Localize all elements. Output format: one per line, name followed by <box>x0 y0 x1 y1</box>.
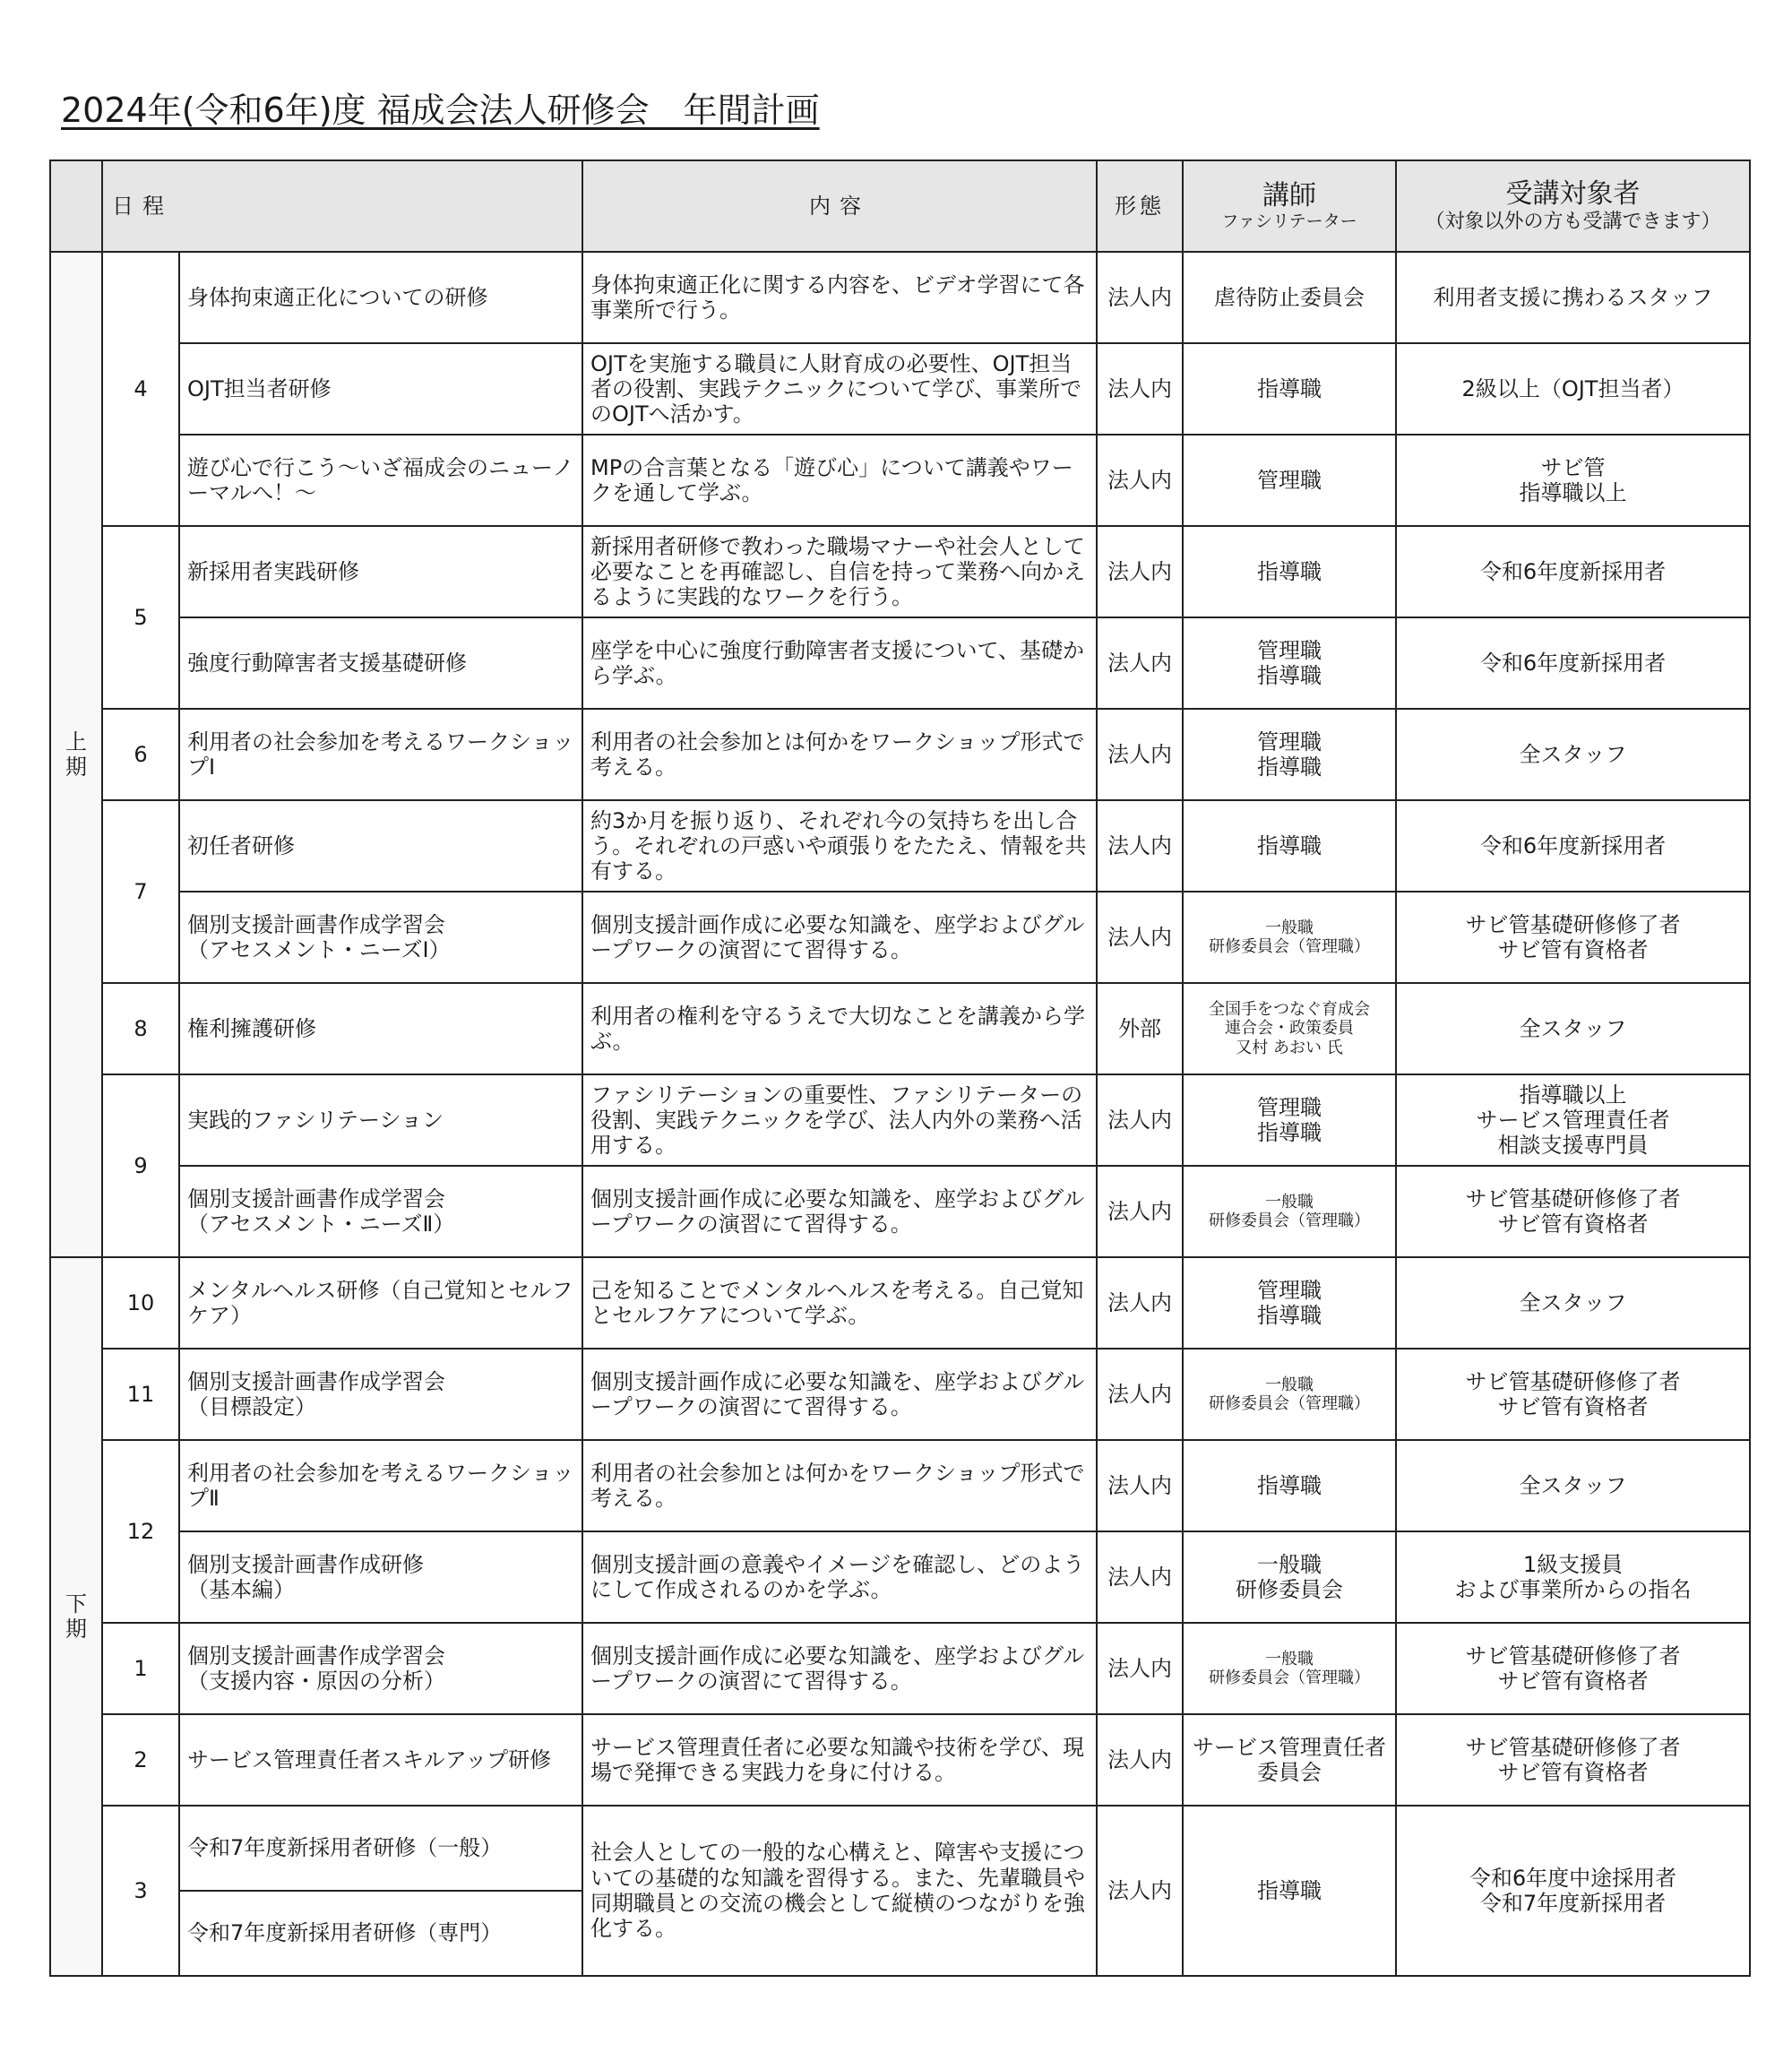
month-cell: 2 <box>102 1714 179 1806</box>
training-target: サビ管基礎研修修了者 サビ管有資格者 <box>1465 1734 1681 1785</box>
training-form: 法人内 <box>1097 343 1183 435</box>
training-lecturer: 一般職 研修委員会 <box>1236 1551 1343 1602</box>
training-form: 法人内 <box>1097 252 1183 343</box>
training-target: 令和6年度中途採用者 令和7年度新採用者 <box>1469 1865 1677 1916</box>
training-lecturer: 一般職 研修委員会（管理職） <box>1209 1192 1370 1230</box>
table-row <box>50 800 1750 892</box>
training-content: 己を知ることでメンタルヘルスを考える。自己覚知とセルフケアについて学ぶ。 <box>590 1277 1084 1328</box>
table-row <box>50 1349 1750 1440</box>
training-target: サビ管基礎研修修了者 サビ管有資格者 <box>1465 911 1681 962</box>
training-name: 強度行動障害者支援基礎研修 <box>187 650 467 676</box>
training-name: 個別支援計画書作成研修 （基本編） <box>187 1551 424 1602</box>
training-form: 法人内 <box>1097 1074 1183 1166</box>
table-row <box>50 1074 1750 1166</box>
training-form: 法人内 <box>1097 617 1183 709</box>
training-name: 身体拘束適正化についての研修 <box>187 284 488 310</box>
training-form: 法人内 <box>1097 526 1183 617</box>
training-content: 個別支援計画の意義やイメージを確認し、どのようにして作成されるのかを学ぶ。 <box>590 1551 1085 1602</box>
training-lecturer: 管理職 指導職 <box>1257 1094 1322 1145</box>
header-lecturer-main: 講師 <box>1262 180 1316 212</box>
training-content: 個別支援計画作成に必要な知識を、座学およびグループワークの演習にて習得する。 <box>590 1643 1085 1694</box>
training-lecturer: 一般職 研修委員会（管理職） <box>1209 1649 1370 1687</box>
header-schedule: 日程 <box>102 160 582 252</box>
training-content: ファシリテーションの重要性、ファシリテーターの役割、実践テクニックを学び、法人内外の業務へ活用する。 <box>590 1082 1083 1159</box>
month-cell: 10 <box>102 1257 179 1349</box>
training-form: 法人内 <box>1097 1440 1183 1531</box>
training-target: 全スタッフ <box>1519 1472 1627 1498</box>
table-row <box>50 1714 1750 1806</box>
training-target: 指導職以上 サービス管理責任者 相談支援専門員 <box>1476 1082 1670 1159</box>
training-content: 利用者の社会参加とは何かをワークショップ形式で考える。 <box>590 729 1085 780</box>
training-lecturer: 指導職 <box>1257 1877 1322 1903</box>
training-form: 法人内 <box>1097 1166 1183 1257</box>
table-row <box>50 435 1750 526</box>
training-form: 法人内 <box>1097 1714 1183 1806</box>
training-name: メンタルヘルス研修（自己覚知とセルフケア） <box>187 1277 573 1328</box>
training-name: 個別支援計画書作成学習会 （支援内容・原因の分析） <box>187 1643 445 1694</box>
training-lecturer: サービス管理責任者 委員会 <box>1193 1734 1386 1785</box>
training-form: 法人内 <box>1097 709 1183 800</box>
training-lecturer: 指導職 <box>1257 1472 1322 1498</box>
training-form: 法人内 <box>1097 1531 1183 1623</box>
month-cell: 4 <box>102 252 179 526</box>
training-name: 令和7年度新採用者研修（一般） <box>187 1835 503 1861</box>
table-row <box>50 709 1750 800</box>
annual-plan-table <box>49 160 1751 1977</box>
month-cell: 8 <box>102 983 179 1074</box>
table-row <box>50 1257 1750 1349</box>
training-lecturer: 一般職 研修委員会（管理職） <box>1209 918 1370 956</box>
training-content: 約3か月を振り返り、それぞれ今の気持ちを出し合う。それぞれの戸惑いや頑張りをたたえ、情報を共有する。 <box>590 807 1087 884</box>
training-name: サービス管理責任者スキルアップ研修 <box>187 1746 552 1772</box>
header-form: 形態 <box>1097 160 1183 252</box>
header-lecturer <box>1183 160 1396 252</box>
table-row <box>50 526 1750 617</box>
header-lecturer-sub: ファシリテーター <box>1221 211 1357 232</box>
page-title: 2024年(令和6年)度 福成会法人研修会 年間計画 <box>61 91 820 130</box>
training-name: 遊び心で行こう～いざ福成会のニューノーマルへ！～ <box>187 454 574 505</box>
training-lecturer: 全国手をつなぐ育成会 連合会・政策委員 又村 あおい 氏 <box>1209 1000 1370 1057</box>
training-name: OJT担当者研修 <box>187 375 332 401</box>
training-target: 1級支援員 および事業所からの指名 <box>1454 1551 1692 1602</box>
training-form: 法人内 <box>1097 435 1183 526</box>
training-content: 座学を中心に強度行動障害者支援について、基礎から学ぶ。 <box>590 637 1085 688</box>
training-name: 利用者の社会参加を考えるワークショップⅠ <box>187 729 574 780</box>
month-cell: 11 <box>102 1349 179 1440</box>
training-form: 法人内 <box>1097 1349 1183 1440</box>
training-form: 法人内 <box>1097 1257 1183 1349</box>
training-form: 法人内 <box>1097 1623 1183 1714</box>
training-form: 法人内 <box>1097 1806 1183 1976</box>
training-content: 個別支援計画作成に必要な知識を、座学およびグループワークの演習にて習得する。 <box>590 1186 1085 1237</box>
training-name: 令和7年度新採用者研修（専門） <box>187 1920 503 1946</box>
training-name: 個別支援計画書作成学習会 （目標設定） <box>187 1368 445 1419</box>
table-row <box>50 1440 1750 1531</box>
training-content: 身体拘束適正化に関する内容を、ビデオ学習にて各事業所で行う。 <box>590 272 1085 323</box>
training-content: 利用者の権利を守るうえで大切なことを講義から学ぶ。 <box>590 1003 1085 1054</box>
term-second-half: 下 期 <box>50 1257 102 1976</box>
header-target-main: 受講対象者 <box>1505 178 1641 211</box>
training-lecturer: 管理職 指導職 <box>1257 729 1322 780</box>
training-lecturer: 管理職 指導職 <box>1257 1277 1322 1328</box>
month-cell: 7 <box>102 800 179 983</box>
table-row <box>50 892 1750 983</box>
training-target: サビ管 指導職以上 <box>1519 454 1627 505</box>
header-target-sub: （対象以外の方も受講できます） <box>1425 210 1721 233</box>
training-lecturer: 指導職 <box>1257 558 1322 584</box>
month-cell: 5 <box>102 526 179 709</box>
training-target: 令和6年度新採用者 <box>1479 650 1667 676</box>
training-content: 個別支援計画作成に必要な知識を、座学およびグループワークの演習にて習得する。 <box>590 1368 1085 1419</box>
training-target: 令和6年度新採用者 <box>1479 558 1667 584</box>
training-lecturer: 一般職 研修委員会（管理職） <box>1209 1375 1370 1413</box>
training-name: 個別支援計画書作成学習会 （アセスメント・ニーズⅡ） <box>187 1186 455 1237</box>
training-target: 全スタッフ <box>1519 1289 1627 1315</box>
training-target: サビ管基礎研修修了者 サビ管有資格者 <box>1465 1186 1681 1237</box>
month-cell: 12 <box>102 1440 179 1623</box>
header-target <box>1396 160 1750 252</box>
month-cell: 1 <box>102 1623 179 1714</box>
training-name: 個別支援計画書作成学習会 （アセスメント・ニーズⅠ） <box>187 911 451 962</box>
training-target: 全スタッフ <box>1519 1015 1627 1041</box>
training-form: 法人内 <box>1097 892 1183 983</box>
training-lecturer: 虐待防止委員会 <box>1214 284 1365 310</box>
training-name: 権利擁護研修 <box>187 1015 316 1041</box>
training-target: 利用者支援に携わるスタッフ <box>1433 284 1713 310</box>
training-content: 新採用者研修で教わった職場マナーや社会人として必要なことを再確認し、自信を持って業務へ向かえるように実践的なワークを行う。 <box>590 533 1085 610</box>
month-cell: 9 <box>102 1074 179 1257</box>
training-name: 初任者研修 <box>187 832 295 858</box>
table-row <box>50 1806 1750 1891</box>
training-name: 実践的ファシリテーション <box>187 1107 444 1133</box>
training-content: 個別支援計画作成に必要な知識を、座学およびグループワークの演習にて習得する。 <box>590 911 1085 962</box>
month-cell: 6 <box>102 709 179 800</box>
training-target: 2級以上（OJT担当者） <box>1461 375 1684 401</box>
table-row <box>50 1166 1750 1257</box>
table-row <box>50 343 1750 435</box>
table-row <box>50 252 1750 343</box>
header-term-blank <box>50 160 102 252</box>
training-content: 社会人としての一般的な心構えと、障害や支援についての基礎的な知識を習得する。また、先輩職員や同期職員との交流の機会として縦横のつながりを強化する。 <box>590 1840 1085 1942</box>
training-form: 外部 <box>1097 983 1183 1074</box>
training-lecturer: 指導職 <box>1257 832 1322 858</box>
training-lecturer: 指導職 <box>1257 375 1322 401</box>
training-content: サービス管理責任者に必要な知識や技術を学び、現場で発揮できる実践力を身に付ける。 <box>590 1734 1085 1785</box>
training-target: 令和6年度新採用者 <box>1479 832 1667 858</box>
training-content: OJTを実施する職員に人財育成の必要性、OJT担当者の役割、実践テクニックについて学び、事業所でのOJTへ活かす。 <box>590 350 1082 427</box>
training-target: サビ管基礎研修修了者 サビ管有資格者 <box>1465 1368 1681 1419</box>
training-name: 利用者の社会参加を考えるワークショップⅡ <box>187 1460 574 1511</box>
training-lecturer: 管理職 <box>1257 467 1322 493</box>
training-lecturer: 管理職 指導職 <box>1257 637 1322 688</box>
header-row <box>50 160 1750 252</box>
training-content: MPの合言葉となる「遊び心」について講義やワークを通して学ぶ。 <box>590 454 1073 505</box>
term-first-half: 上 期 <box>50 252 102 1257</box>
training-form: 法人内 <box>1097 800 1183 892</box>
month-cell: 3 <box>102 1806 179 1976</box>
table-row <box>50 1623 1750 1714</box>
training-target: 全スタッフ <box>1519 741 1627 767</box>
header-content: 内容 <box>582 160 1097 252</box>
table-row <box>50 1531 1750 1623</box>
training-content: 利用者の社会参加とは何かをワークショップ形式で考える。 <box>590 1460 1085 1511</box>
training-name: 新採用者実践研修 <box>187 558 359 584</box>
table-row <box>50 617 1750 709</box>
table-row <box>50 983 1750 1074</box>
training-target: サビ管基礎研修修了者 サビ管有資格者 <box>1465 1643 1681 1694</box>
